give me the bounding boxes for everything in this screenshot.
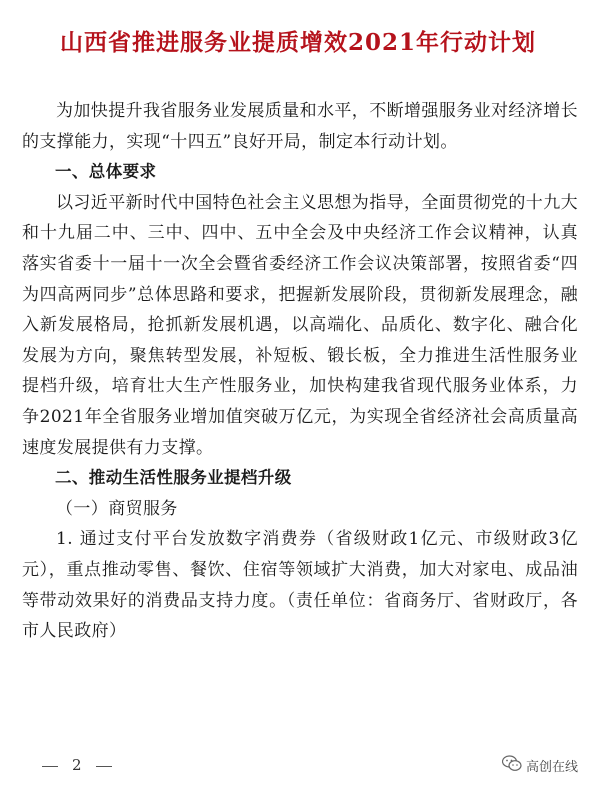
page-number-dash-left	[42, 766, 58, 767]
section-heading-lifestyle-services: 二、推动生活性服务业提档升级	[55, 468, 292, 488]
watermark	[502, 755, 578, 776]
item-1-paragraph: 1. 通过支付平台发放数字消费券（省级财政1亿元、市级财政3亿元），重点推动零售、餐饮、住宿等领域扩大消费，加大对家电、成品油等带动效果好的消费品支持力度。（责任单位：省商务厅、省财政厅，各市人民政府）	[22, 529, 578, 642]
general-requirements-paragraph: 以习近平新时代中国特色社会主义思想为指导，全面贯彻党的十九大和十九届二中、三中、四中、五中全会及中央经济工作会议精神，认真落实省委十一届十一次全会暨省委经济工作会议决策部署，按照省委“四为四高两同步”总体思路和要求，把握新发展阶段，贯彻新发展理念，融入新发展格局，抢抓新发展机遇，以高端化、品质化、数字化、融合化发展为方向，聚焦转型发展，补短板、锻长板，全力推进生活性服务业提档升级，培育壮大生产性服务业，加快构建我省现代服务业体系，力争2021年全省服务业增加值突破万亿元，为实现全省经济社会高质量高速度发展提供有力支撑。	[22, 192, 578, 458]
document-title: 山西省推进服务业提质增效2021年行动计划	[59, 29, 536, 56]
section-heading-general-requirements: 一、总体要求	[55, 162, 157, 182]
page-number	[28, 756, 126, 774]
watermark-text: 高创在线	[525, 760, 578, 775]
page-number-value: 2	[72, 756, 82, 774]
page-number-dash-right	[96, 766, 112, 767]
document-body	[22, 96, 578, 647]
wechat-icon	[502, 755, 526, 776]
intro-paragraph: 为加快提升我省服务业发展质量和水平，不断增强服务业对经济增长的支撑能力，实现“十四五”良好开局，制定本行动计划。	[22, 101, 578, 152]
subsection-heading-commerce: （一）商贸服务	[56, 498, 178, 519]
